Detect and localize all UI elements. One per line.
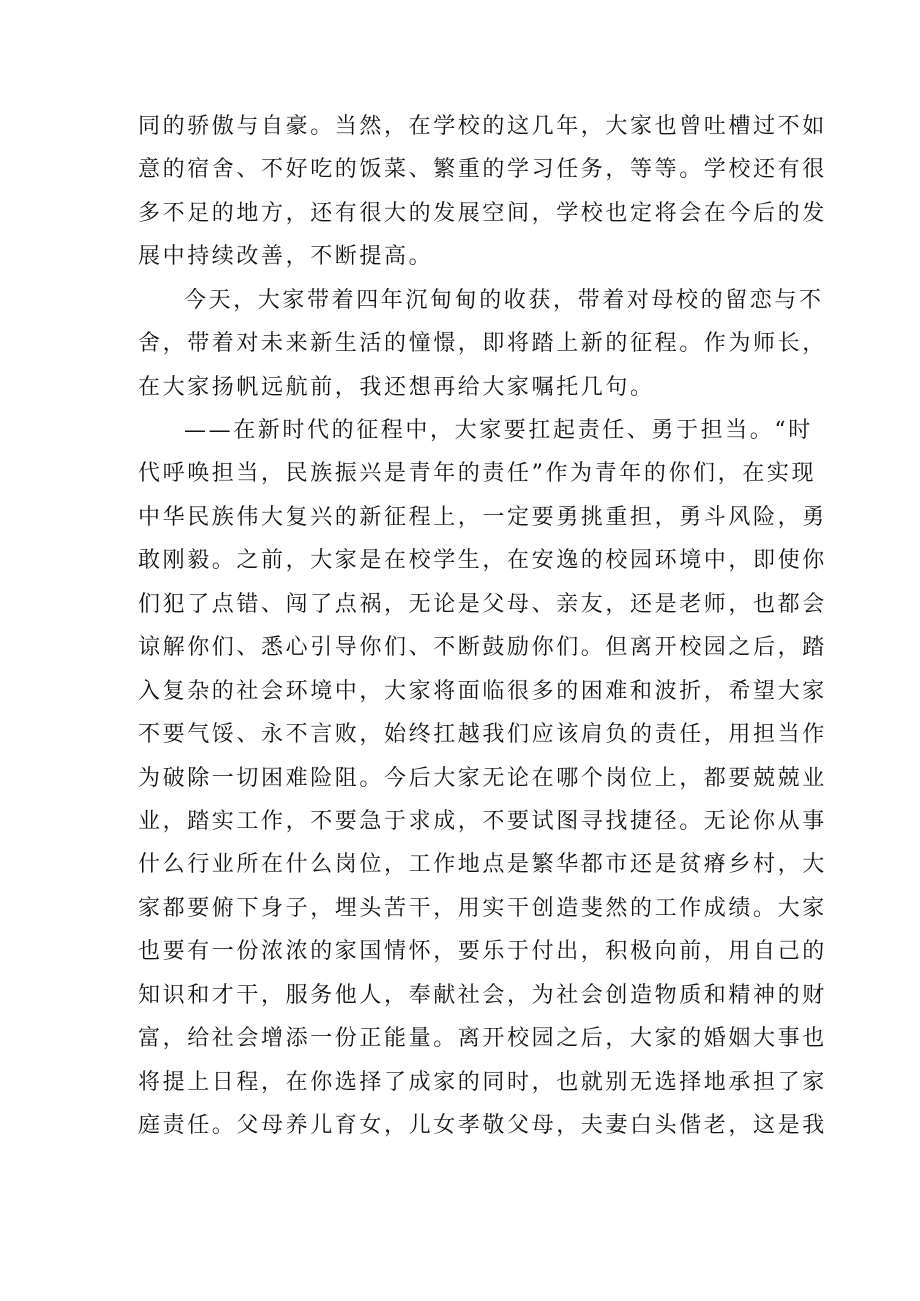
text-line: 舍，带着对未来新生活的憧憬，即将踏上新的征程。作为师长， [138, 331, 827, 356]
text-line: 庭责任。父母养儿育女，儿女孝敬父母，夫妻白头偕老，这是我 [138, 1113, 827, 1138]
text-line: 入复杂的社会环境中，大家将面临很多的困难和波折，希望大家 [138, 679, 827, 704]
text-line: 家都要俯下身子，埋头苦干，用实干创造斐然的工作成绩。大家 [138, 896, 827, 921]
text-line: 展中持续改善，不断提高。 [138, 244, 434, 269]
text-line: 什么行业所在什么岗位，工作地点是繁华都市还是贫瘠乡村，大 [138, 852, 827, 877]
text-line: 多不足的地方，还有很大的发展空间，学校也定将会在今后的发 [138, 201, 827, 226]
text-line: 富，给社会增添一份正能量。离开校园之后，大家的婚姻大事也 [138, 1026, 827, 1051]
text-line: 不要气馁、永不言败，始终扛越我们应该肩负的责任，用担当作 [138, 722, 827, 747]
text-line: 中华民族伟大复兴的新征程上，一定要勇挑重担，勇斗风险，勇 [138, 505, 827, 530]
text-line: 也要有一份浓浓的家国情怀，要乐于付出，积极向前，用自己的 [138, 939, 827, 964]
text-line: 业，踏实工作，不要急于求成，不要试图寻找捷径。无论你从事 [138, 809, 827, 834]
text-line: 们犯了点错、闯了点祸，无论是父母、亲友，还是老师，也都会 [138, 592, 827, 617]
paragraph-start-line: ——在新时代的征程中，大家要扛起责任、勇于担当。“时 [184, 418, 813, 443]
text-line: 代呼唤担当，民族振兴是青年的责任”作为青年的你们，在实现 [138, 461, 817, 486]
text-line: 将提上日程，在你选择了成家的同时，也就别无选择地承担了家 [138, 1070, 827, 1095]
text-line: 意的宿舍、不好吃的饭菜、繁重的学习任务，等等。学校还有很 [138, 157, 827, 182]
text-line: 为破除一切困难险阻。今后大家无论在哪个岗位上，都要兢兢业 [138, 766, 827, 791]
text-line: 知识和才干，服务他人，奉献社会，为社会创造物质和精神的财 [138, 983, 827, 1008]
text-line: 敢刚毅。之前，大家是在校学生，在安逸的校园环境中，即使你 [138, 548, 827, 573]
paragraph-start-line: 今天，大家带着四年沉甸甸的收获，带着对母校的留恋与不 [184, 288, 824, 313]
text-line: 同的骄傲与自豪。当然，在学校的这几年，大家也曾吐槽过不如 [138, 114, 827, 139]
text-line: 谅解你们、悉心引导你们、不断鼓励你们。但离开校园之后，踏 [138, 635, 827, 660]
text-line: 在大家扬帆远航前，我还想再给大家嘱托几句。 [138, 375, 655, 400]
